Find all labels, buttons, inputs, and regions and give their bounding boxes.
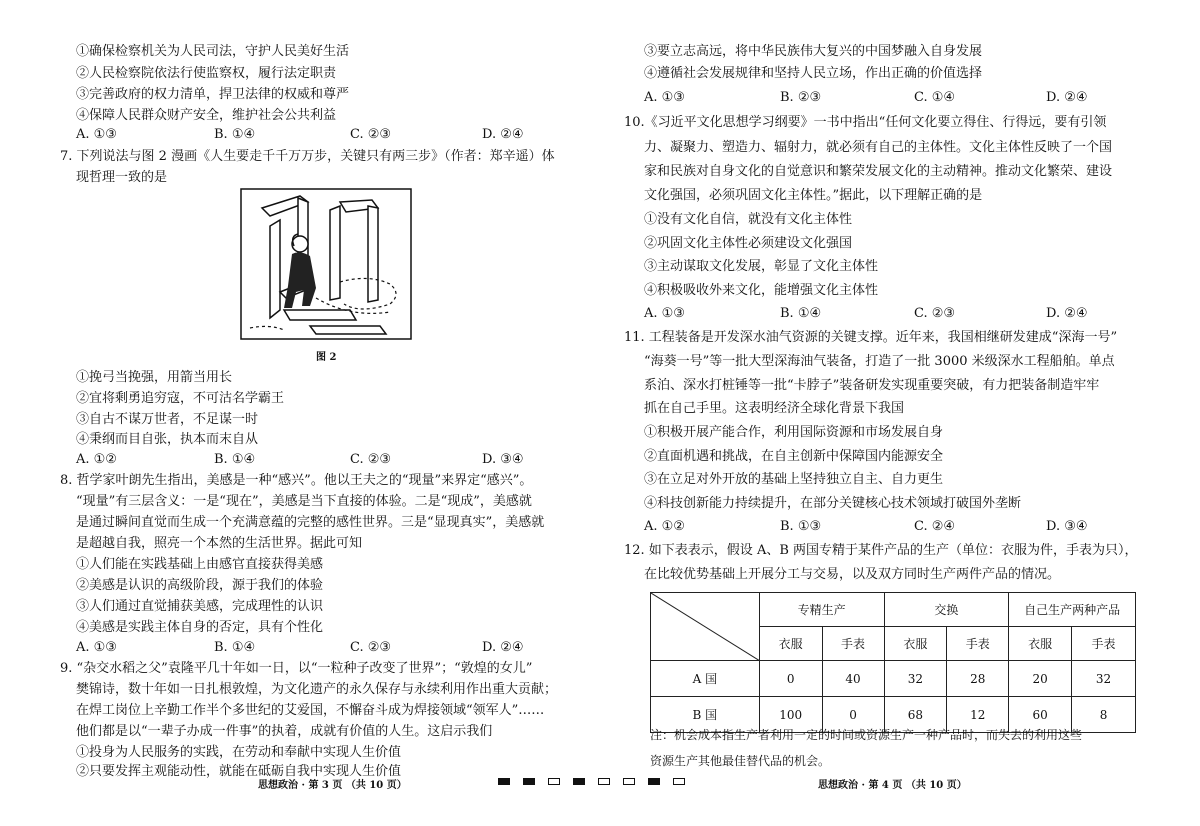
q8-stem: 8. 哲学家叶朗先生指出，美感是一种“感兴”。他以王夫之的“现量”来界定“感兴”。 bbox=[60, 473, 533, 488]
q11-stem: 系泊、深水打桩锤等一批“卡脖子”装备研发实现重要突破，有力把装备制造牢牢 bbox=[644, 378, 1100, 393]
q11-line: ④科技创新能力持续提升，在部分关键核心技术领域打破国外垄断 bbox=[644, 496, 1022, 511]
option-d[interactable]: D. ②④ bbox=[1046, 90, 1088, 105]
table-cell: 68 bbox=[884, 697, 947, 733]
table-group-header: 交换 bbox=[884, 593, 1009, 627]
q11-line: ①积极开展产能合作，利用国际资源和市场发展自身 bbox=[644, 425, 944, 440]
q8-line: ②美感是认识的高级阶段，源于我们的体验 bbox=[76, 578, 324, 593]
table-subheader: 手表 bbox=[947, 627, 1009, 661]
q11-line: ②直面机遇和挑战，在自主创新中保障国内能源安全 bbox=[644, 449, 944, 464]
q6-line: ①确保检察机关为人民司法，守护人民美好生活 bbox=[76, 44, 350, 59]
q8-stem: 是超越自我，照亮一个本然的生活世界。据此可知 bbox=[76, 536, 363, 551]
q10-line: ③主动谋取文化发展，彰显了文化主体性 bbox=[644, 259, 879, 274]
q9-line: ③要立志高远，将中华民族伟大复兴的中国梦融入自身发展 bbox=[644, 44, 983, 59]
page-footer-right: 思想政治 · 第 4 页 （共 10 页） bbox=[818, 780, 967, 791]
q11-stem: 11. 工程装备是开发深水油气资源的关键支撑。近年来，我国相继研发建成“深海一号” bbox=[624, 330, 1118, 345]
registration-mark bbox=[598, 778, 610, 785]
option-d[interactable]: D. ②④ bbox=[482, 127, 524, 142]
table-cell: 28 bbox=[947, 661, 1009, 697]
option-c[interactable]: C. ②③ bbox=[350, 127, 392, 142]
q7-stem: 现哲理一致的是 bbox=[76, 170, 168, 185]
q8-line: ④美感是实践主体自身的否定，具有个性化 bbox=[76, 620, 324, 635]
row-label: A 国 bbox=[651, 661, 760, 697]
q9-stem: 樊锦诗，数十年如一日扎根敦煌，为文化遗产的永久保存与永续利用作出重大贡献； bbox=[76, 682, 558, 697]
option-b[interactable]: B. ①④ bbox=[214, 127, 256, 142]
table-cell: 12 bbox=[947, 697, 1009, 733]
q11-options bbox=[644, 519, 1136, 535]
center-marks bbox=[498, 778, 698, 786]
q8-stem: “现量”有三层含义：一是“现在”，美感是当下直接的体验。二是“现成”，美感就 bbox=[76, 494, 532, 509]
q10-stem: 10.《习近平文化思想学习纲要》一书中指出“任何文化要立得住、行得远，要有引领 bbox=[624, 115, 1107, 130]
q9-options bbox=[644, 90, 1136, 106]
table-subheader: 手表 bbox=[1072, 627, 1136, 661]
q7-line: ①挽弓当挽强，用箭当用长 bbox=[76, 370, 233, 385]
q6-line: ④保障人民群众财产安全，维护社会公共利益 bbox=[76, 108, 337, 123]
q6-line: ②人民检察院依法行使监察权，履行法定职责 bbox=[76, 66, 337, 81]
option-c[interactable]: C. ②③ bbox=[350, 452, 392, 467]
option-a[interactable]: A. ①② bbox=[76, 452, 117, 467]
table-subheader: 衣服 bbox=[759, 627, 822, 661]
table-group-header: 自己生产两种产品 bbox=[1009, 593, 1136, 627]
q8-stem: 是通过瞬间直觉而生成一个充满意蕴的完整的感性世界。三是“显现真实”，美感就 bbox=[76, 515, 545, 530]
option-a[interactable]: A. ①② bbox=[644, 519, 685, 534]
q7-line: ④秉纲而目自张，执本而末自从 bbox=[76, 432, 259, 447]
q9-line: ②只要发挥主观能动性，就能在砥砺自我中实现人生价值 bbox=[76, 764, 402, 779]
registration-mark bbox=[623, 778, 635, 785]
note-line: 资源生产其他最佳替代品的机会。 bbox=[650, 754, 831, 768]
table-cell: 100 bbox=[759, 697, 822, 733]
q10-line: ②巩固文化主体性必须建设文化强国 bbox=[644, 236, 853, 251]
q10-stem: 家和民族对自身文化的自觉意识和繁荣发展文化的主动精神。推动文化繁荣、建设 bbox=[644, 164, 1113, 179]
option-a[interactable]: A. ①③ bbox=[644, 306, 685, 321]
q9-line: ④遵循社会发展规律和坚持人民立场，作出正确的价值选择 bbox=[644, 66, 983, 81]
table-cell: 20 bbox=[1009, 661, 1072, 697]
q9-stem: 9. “杂交水稻之父”袁隆平几十年如一日，以“一粒种子改变了世界”；“敦煌的女儿” bbox=[60, 661, 533, 676]
table-subheader: 衣服 bbox=[1009, 627, 1072, 661]
registration-mark bbox=[523, 778, 535, 785]
q10-stem: 力、凝聚力、塑造力、辐射力，就必须有自己的主体性。文化主体性反映了一个国 bbox=[644, 140, 1113, 155]
option-d[interactable]: D. ②④ bbox=[482, 640, 524, 655]
table-cell: 32 bbox=[884, 661, 947, 697]
q7-line: ③自古不谋万世者，不足谋一时 bbox=[76, 412, 259, 427]
note-line: 注：机会成本指生产者利用一定的时间或资源生产一种产品时，而失去的利用这些 bbox=[650, 728, 1083, 742]
q8-line: ③人们通过直觉捕获美感，完成理性的认识 bbox=[76, 599, 324, 614]
option-a[interactable]: A. ①③ bbox=[644, 90, 685, 105]
table-group-header: 专精生产 bbox=[759, 593, 884, 627]
row-label: B 国 bbox=[651, 697, 760, 733]
option-b[interactable]: B. ①④ bbox=[780, 306, 822, 321]
registration-mark bbox=[673, 778, 685, 785]
option-b[interactable]: B. ①④ bbox=[214, 640, 256, 655]
q10-options bbox=[644, 306, 1136, 322]
table-note bbox=[650, 722, 1136, 774]
q9-stem: 在焊工岗位上辛勤工作半个多世纪的艾爱国，不懈奋斗成为焊接领域“领军人”…… bbox=[76, 703, 545, 718]
q11-stem: 抓在自己手里。这表明经济全球化背景下我国 bbox=[644, 401, 905, 416]
page-footer-left: 思想政治 · 第 3 页 （共 10 页） bbox=[258, 780, 407, 791]
table-subheader: 衣服 bbox=[884, 627, 947, 661]
diagonal-line bbox=[651, 593, 760, 661]
registration-mark bbox=[573, 778, 585, 785]
q7-options bbox=[76, 452, 572, 468]
table-row bbox=[651, 661, 1136, 697]
option-c[interactable]: C. ②③ bbox=[350, 640, 392, 655]
q10-line: ④积极吸收外来文化，能增强文化主体性 bbox=[644, 283, 879, 298]
option-b[interactable]: B. ①③ bbox=[780, 519, 822, 534]
table-cell: 40 bbox=[822, 661, 884, 697]
option-b[interactable]: B. ①④ bbox=[214, 452, 256, 467]
registration-mark bbox=[548, 778, 560, 785]
option-a[interactable]: A. ①③ bbox=[76, 127, 117, 142]
registration-mark bbox=[648, 778, 660, 785]
option-b[interactable]: B. ②③ bbox=[780, 90, 822, 105]
q9-stem: 他们都是以“一辈子办成一件事”的执着，成就有价值的人生。这启示我们 bbox=[76, 724, 493, 739]
q11-stem: “海葵一号”等一批大型深海油气装备，打造了一批 3000 米级深水工程船舶。单点 bbox=[644, 354, 1115, 369]
option-d[interactable]: D. ③④ bbox=[482, 452, 524, 467]
option-d[interactable]: D. ②④ bbox=[1046, 306, 1088, 321]
q10-stem: 文化强国，必须巩固文化主体性。”据此，以下理解正确的是 bbox=[644, 188, 983, 203]
option-d[interactable]: D. ③④ bbox=[1046, 519, 1088, 534]
figure-caption: 图 2 bbox=[316, 352, 337, 363]
table-cell: 0 bbox=[759, 661, 822, 697]
table-cell: 60 bbox=[1009, 697, 1072, 733]
q10-line: ①没有文化自信，就没有文化主体性 bbox=[644, 212, 853, 227]
table-corner-cell bbox=[651, 593, 760, 661]
q9-line: ①投身为人民服务的实践，在劳动和奉献中实现人生价值 bbox=[76, 745, 402, 760]
q12-stem: 在比较优势基础上开展分工与交易，以及双方同时生产两件产品的情况。 bbox=[644, 567, 1061, 582]
q6-options bbox=[76, 127, 572, 143]
table-cell: 8 bbox=[1072, 697, 1136, 733]
q8-options bbox=[76, 640, 572, 656]
registration-mark bbox=[498, 778, 510, 785]
table-cell: 32 bbox=[1072, 661, 1136, 697]
table-subheader: 手表 bbox=[822, 627, 884, 661]
q7-line: ②宜将剩勇追穷寇，不可沽名学霸王 bbox=[76, 391, 285, 406]
q12-stem: 12. 如下表表示，假设 A、B 两国专精于某件产品的生产（单位：衣服为件，手表为只）， bbox=[624, 543, 1138, 558]
comparison-table bbox=[650, 592, 1136, 733]
q7-stem: 7. 下列说法与图 2 漫画《人生要走千千万万步，关键只有两三步》（作者：郑辛遥）体 bbox=[60, 149, 555, 164]
q11-line: ③在立足对外开放的基础上坚持独立自主、自力更生 bbox=[644, 472, 944, 487]
option-c[interactable]: C. ②③ bbox=[914, 306, 956, 321]
q6-line: ③完善政府的权力清单，捍卫法律的权威和尊严 bbox=[76, 87, 350, 102]
option-a[interactable]: A. ①③ bbox=[76, 640, 117, 655]
option-c[interactable]: C. ②④ bbox=[914, 519, 956, 534]
table-cell: 0 bbox=[822, 697, 884, 733]
comic-illustration bbox=[240, 188, 412, 340]
option-c[interactable]: C. ①④ bbox=[914, 90, 956, 105]
q8-line: ①人们能在实践基础上由感官直接获得美感 bbox=[76, 557, 324, 572]
